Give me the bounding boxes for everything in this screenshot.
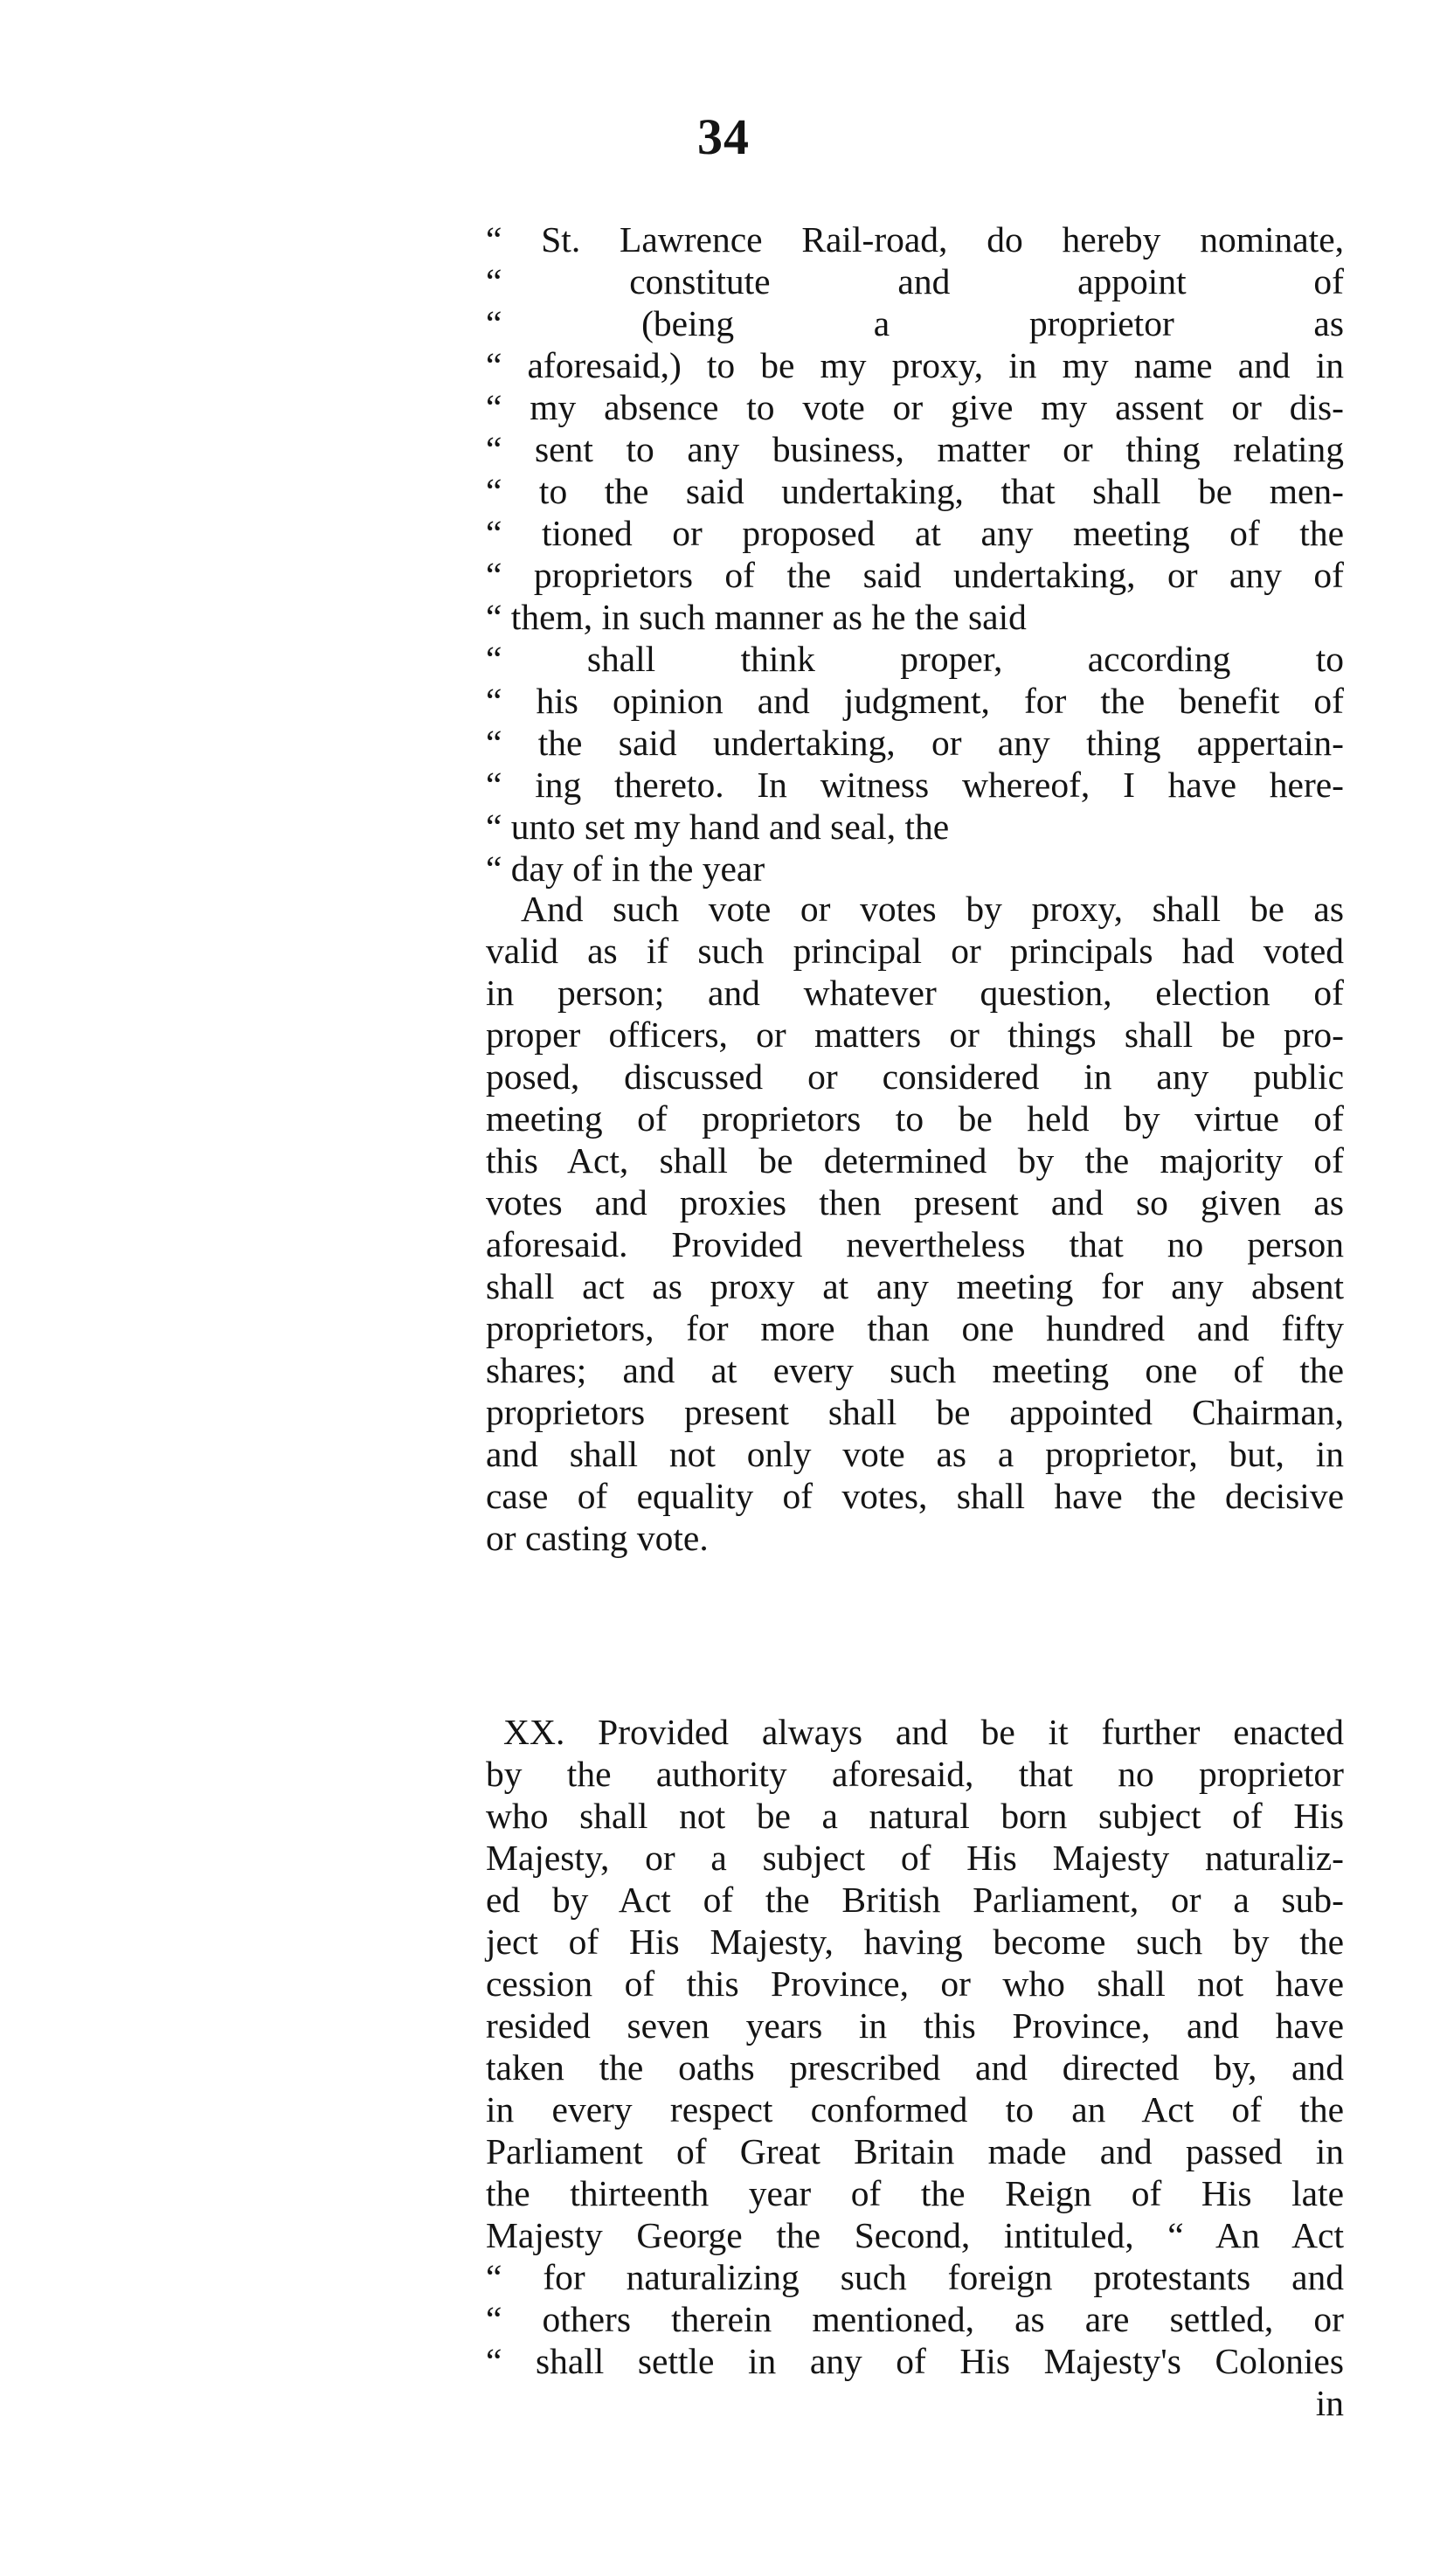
text-line: Parliament of Great Britain made and passed in — [486, 2131, 1344, 2171]
text-line: “ for naturalizing such foreign protestants and — [486, 2257, 1344, 2297]
text-line: taken the oaths prescribed and directed by, and — [486, 2047, 1344, 2088]
text-line: “ proprietors of the said undertaking, or any of — [486, 555, 1344, 595]
text-line: cession of this Province, or who shall not have — [486, 1963, 1344, 2004]
text-line: shall act as proxy at any meeting for any absent — [486, 1266, 1344, 1306]
text-line: “ his opinion and judgment, for the benefit of — [486, 681, 1344, 721]
text-line: aforesaid. Provided nevertheless that no person — [486, 1224, 1344, 1264]
text-line: “ ing thereto. In witness whereof, I have here- — [486, 765, 1344, 805]
text-line: “ aforesaid,) to be my proxy, in my name and in — [486, 345, 1344, 385]
text-line: ject of His Majesty, having become such by the — [486, 1922, 1344, 1962]
text-line: “ shall think proper, according to — [486, 639, 1344, 679]
text-line: proprietors, for more than one hundred and fifty — [486, 1308, 1344, 1348]
text-line: the thirteenth year of the Reign of His late — [486, 2173, 1344, 2213]
text-line: in every respect conformed to an Act of the — [486, 2089, 1344, 2129]
text-line: Majesty George the Second, intituled, “ An Act — [486, 2215, 1344, 2255]
text-line: And such vote or votes by proxy, shall be as — [521, 889, 1344, 929]
text-line: or casting vote. — [486, 1518, 709, 1558]
catchword: in — [1315, 2383, 1344, 2423]
text-line: resided seven years in this Province, and have — [486, 2005, 1344, 2046]
text-line: “ day of in the year — [486, 848, 765, 889]
text-line: “ to the said undertaking, that shall be men- — [486, 471, 1344, 511]
text-line: proprietors present shall be appointed Chairman, — [486, 1392, 1344, 1432]
text-line: “ unto set my hand and seal, the — [486, 807, 950, 847]
text-line: “ my absence to vote or give my assent or dis- — [486, 387, 1344, 427]
text-line: in person; and whatever question, election of — [486, 973, 1344, 1013]
text-line: votes and proxies then present and so given as — [486, 1182, 1344, 1222]
text-line: “ St. Lawrence Rail-road, do hereby nominate, — [486, 219, 1344, 260]
text-line: proper officers, or matters or things shall be pro- — [486, 1014, 1344, 1055]
text-line: “ (being a proprietor as — [486, 303, 1344, 343]
text-line: valid as if such principal or principals had voted — [486, 931, 1344, 971]
text-line: meeting of proprietors to be held by virtue of — [486, 1098, 1344, 1139]
text-line: Majesty, or a subject of His Majesty naturaliz- — [486, 1838, 1344, 1878]
text-line: “ tioned or proposed at any meeting of the — [486, 513, 1344, 553]
text-line: “ the said undertaking, or any thing appertain- — [486, 723, 1344, 763]
text-line: “ constitute and appoint of — [486, 261, 1344, 301]
text-line: this Act, shall be determined by the majority of — [486, 1140, 1344, 1181]
text-line: “ sent to any business, matter or thing relating — [486, 429, 1344, 469]
text-line: case of equality of votes, shall have the decisive — [486, 1476, 1344, 1516]
text-line: posed, discussed or considered in any public — [486, 1056, 1344, 1097]
text-line: by the authority aforesaid, that no proprietor — [486, 1754, 1344, 1794]
page-number: 34 — [697, 108, 750, 165]
text-line: shares; and at every such meeting one of the — [486, 1350, 1344, 1390]
text-line: “ others therein mentioned, as are settled, or — [486, 2299, 1344, 2339]
text-line: “ them, in such manner as he the said — [486, 597, 1027, 637]
text-line: ed by Act of the British Parliament, or a sub- — [486, 1880, 1344, 1920]
text-line: “ shall settle in any of His Majesty's Colonies — [486, 2341, 1344, 2381]
text-line: XX. Provided always and be it further enacted — [503, 1712, 1344, 1752]
text-line: who shall not be a natural born subject of His — [486, 1796, 1344, 1836]
text-line: and shall not only vote as a proprietor, but, in — [486, 1434, 1344, 1474]
